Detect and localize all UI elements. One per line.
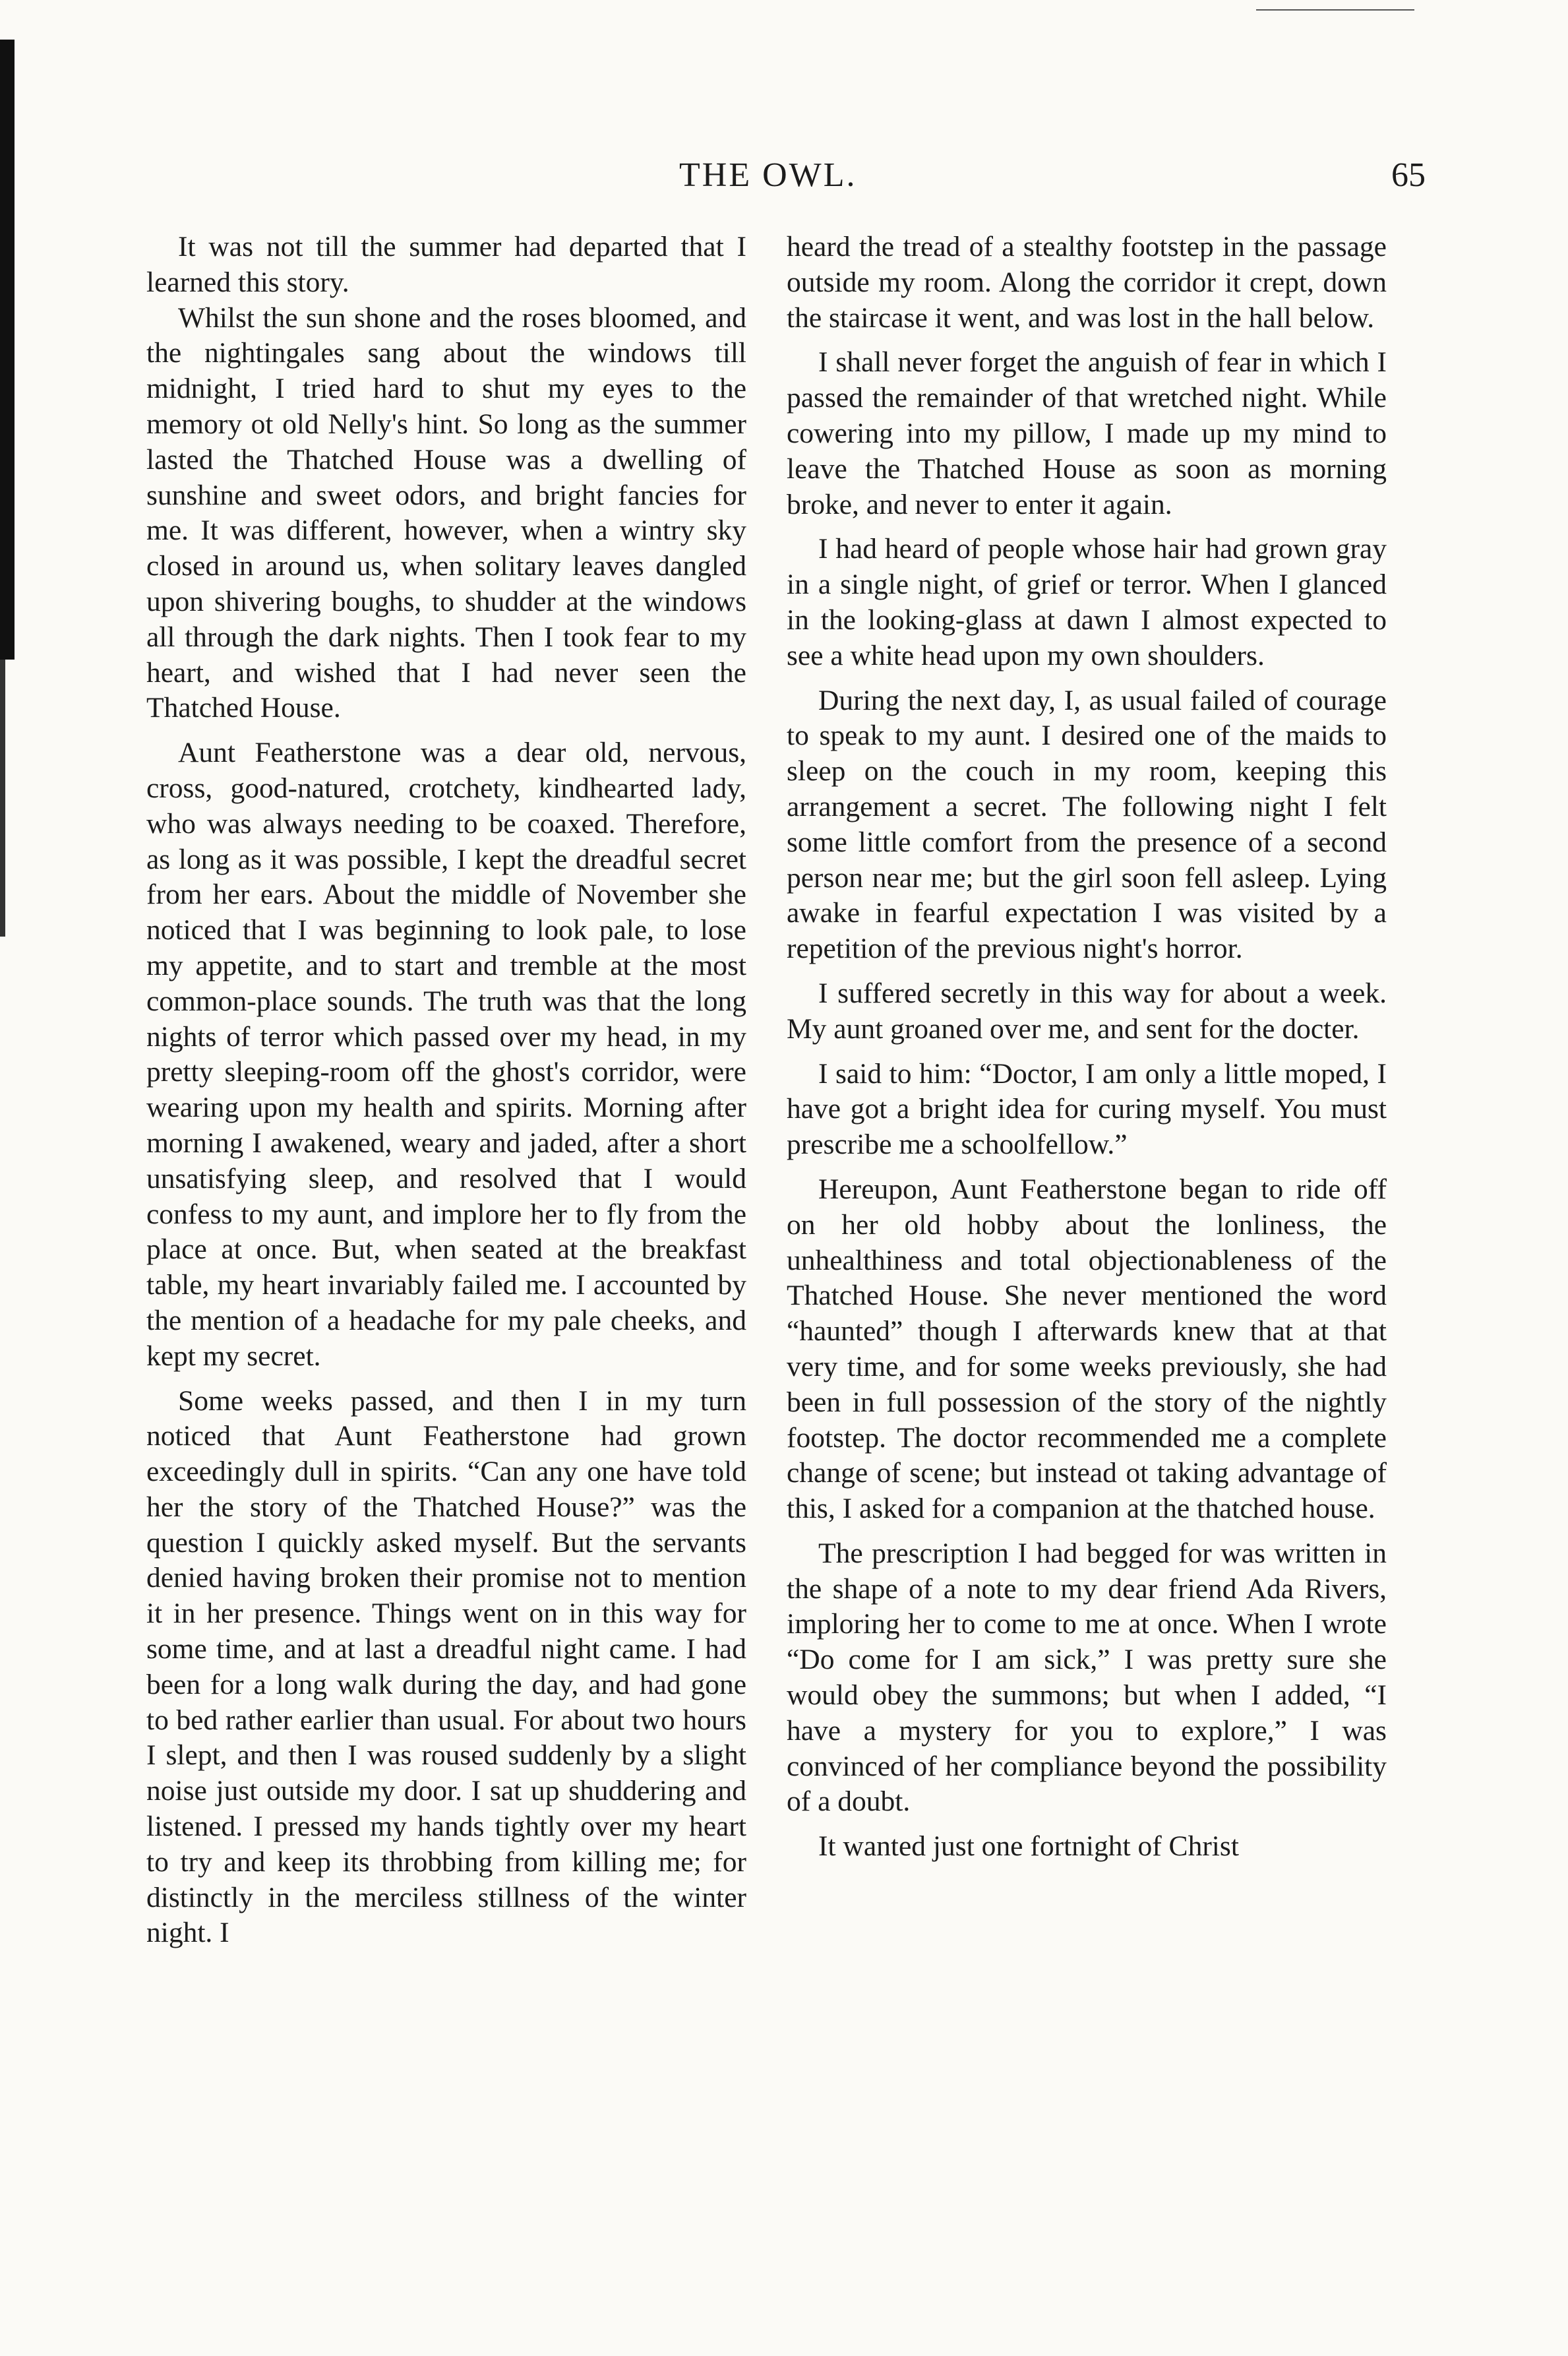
running-head: THE OWL. bbox=[679, 156, 857, 194]
paragraph: The prescription I had begged for was written in the shape of a note to my dear friend Ada Rivers, imploring her to come to me at once. When I wrote “Do come for I am sick,” I was pretty sure she would obey the summons; but when I added, “I have a mystery for you to explore,” I was convinced of her compliance beyond the possibility of a doubt. bbox=[787, 1537, 1387, 1818]
paragraph: I said to him: “Doctor, I am only a little moped, I have got a bright idea for curing myself. You must prescribe me a schoolfellow.” bbox=[787, 1057, 1387, 1161]
paragraph: During the next day, I, as usual failed of courage to speak to my aunt. I desired one of the maids to sleep on the couch in my room, keeping this arrangement a secret. The following night I felt some little comfort from the presence of a second person near me; but the girl soon fell asleep. Lying awake in fearful expectation I was visited by a repetition of the previous night's horror. bbox=[787, 684, 1387, 965]
paragraph: I shall never forget the anguish of fear in which I passed the remainder of that wretched night. While cowering into my pillow, I made up my mind to leave the Thatched House as soon as morning broke, and never to enter it again. bbox=[787, 346, 1387, 520]
scan-mark bbox=[1256, 9, 1414, 11]
paragraph: I had heard of people whose hair had grown gray in a single night, of grief or terror. When I glanced in the looking-glass at dawn I almost expected to see a white head upon my own shoulders. bbox=[787, 533, 1387, 671]
page-number: 65 bbox=[1391, 156, 1426, 194]
left-column bbox=[146, 230, 746, 1951]
paragraph: Whilst the sun shone and the roses bloomed, and the nightingales sang about the windows till midnight, I tried hard to shut my eyes to the memory ot old Nelly's hint. So long as the summer lasted the Thatched House was a dwelling of sunshine and sweet odors, and bright fancies for me. It was different, however, when a wintry sky closed in around us, when solitary leaves dangled upon shivering boughs, to shudder at the windows all through the dark nights. Then I took fear to my heart, and wished that I had never seen the Thatched House. bbox=[146, 301, 746, 724]
page-binding-edge bbox=[0, 40, 15, 660]
paragraph: It was not till the summer had departed that I learned this story. bbox=[146, 231, 746, 298]
paragraph: Hereupon, Aunt Featherstone began to ride off on her old hobby about the lonliness, the unhealthiness and total objectionableness of the Thatched House. She never mentioned the word “haunted” though I afterwards knew that at that very time, and for some weeks previously, she had been in full possession of the story of the nightly footstep. The doctor recommended me a complete change of scene; but instead ot taking advantage of this, I asked for a companion at the thatched house. bbox=[787, 1173, 1387, 1525]
paragraph: It wanted just one fortnight of Christ bbox=[818, 1830, 1239, 1863]
page-header bbox=[0, 156, 1568, 202]
right-column bbox=[787, 230, 1387, 1865]
page-binding-edge-lower bbox=[0, 660, 5, 937]
paragraph-continued: heard the tread of a stealthy footstep in the passage outside my room. Along the corridor it crept, down the staircase it went, and was lost in the hall below. bbox=[787, 231, 1387, 334]
paragraph: Some weeks passed, and then I in my turn noticed that Aunt Featherstone had grown exceedingly dull in spirits. “Can any one have told her the story of the Thatched House?” was the question I quickly asked myself. But the servants denied having broken their promise not to mention it in her presence. Things went on in this way for some time, and at last a dreadful night came. I had been for a long walk during the day, and had gone to bed rather earlier than usual. For about two hours I slept, and then I was roused suddenly by a slight noise just outside my door. I sat up shuddering and listened. I pressed my hands tightly over my heart to try and keep its throbbing from killing me; for distinctly in the merciless stillness of the winter night. I bbox=[146, 1384, 746, 1949]
paragraph: I suffered secretly in this way for about a week. My aunt groaned over me, and sent for the docter. bbox=[787, 977, 1387, 1045]
paragraph: Aunt Featherstone was a dear old, nervous, cross, good-natured, crotchety, kindhearted lady, who was always needing to be coaxed. Therefore, as long as it was possible, I kept the dreadful secret from her ears. About the middle of November she noticed that I was beginning to look pale, to lose my appetite, and to start and tremble at the most common-place sounds. The truth was that the long nights of terror which passed over my head, in my pretty sleeping-room off the ghost's corridor, were wearing upon my health and spirits. Morning after morning I awakened, weary and jaded, after a short unsatisfying sleep, and resolved that I would confess to my aunt, and implore her to fly from the place at once. But, when seated at the breakfast table, my heart invariably failed me. I accounted by the mention of a headache for my pale cheeks, and kept my secret. bbox=[146, 737, 746, 1372]
